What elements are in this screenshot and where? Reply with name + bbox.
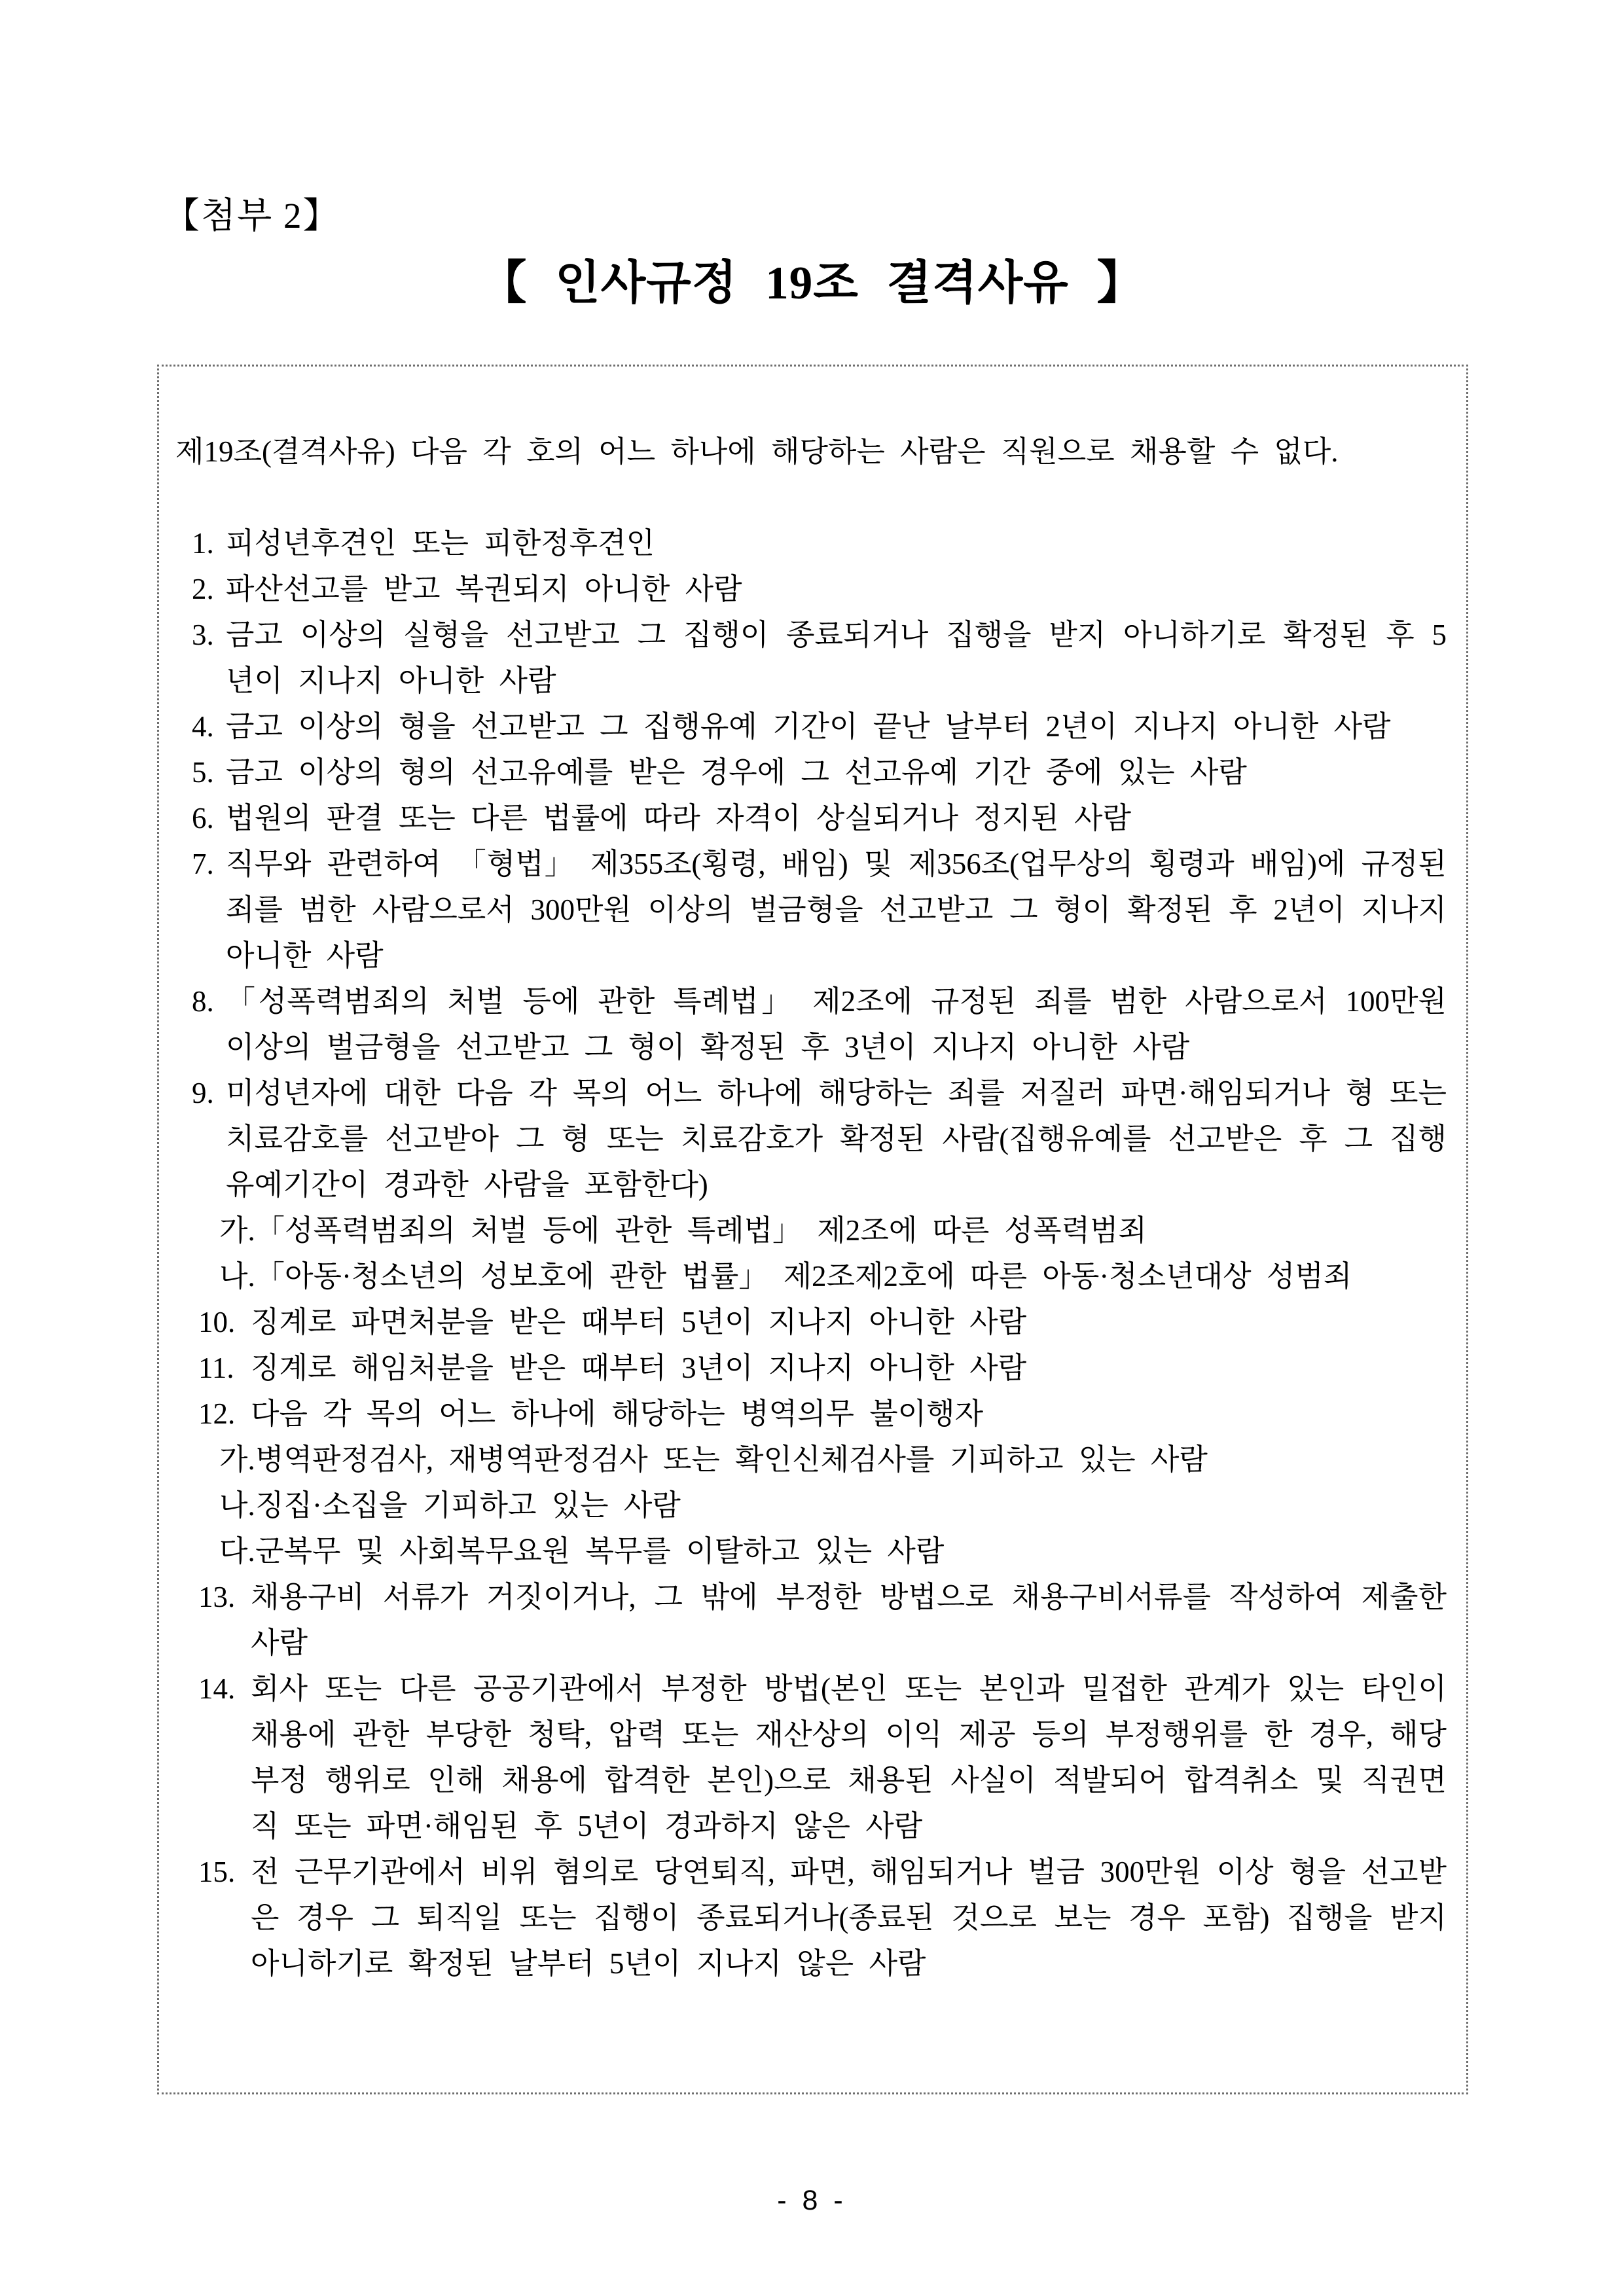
clause-intro: 제19조(결격사유) 다음 각 호의 어느 하나에 해당하는 사람은 직원으로 채용할 수 없다. [175, 435, 1339, 468]
item-marker: 3. [192, 619, 214, 651]
item-text: 법원의 판결 또는 다른 법률에 따라 자격이 상실되거나 정지된 사람 [226, 802, 1131, 834]
list-item [219, 1208, 1447, 1253]
item-text: 직무와 관련하여 「형법」 제355조(횡령, 배임) 및 제356조(업무상의 횡령과 배임)에 규정된 죄를 범한 사람으로서 300만원 이상의 벌금형을 선고받고 그 형이 확정된 후 2년이 지나지 아니한 사람 [226, 848, 1447, 972]
item-marker: 나. [219, 1489, 255, 1522]
item-text: 미성년자에 대한 다음 각 목의 어느 하나에 해당하는 죄를 저질러 파면·해임되거나 형 또는 치료감호를 선고받아 그 형 또는 치료감호가 확정된 사람(집행유예를 선고받은 후 그 집행유예기간이 경과한 사람을 포함한다) [226, 1077, 1447, 1201]
item-marker: 6. [192, 802, 214, 834]
list-item [219, 1437, 1447, 1482]
item-marker: 가. [219, 1443, 255, 1476]
list-item [192, 566, 1447, 612]
list-item [192, 612, 1447, 704]
item-text: 「아동·청소년의 성보호에 관한 법률」 제2조제2호에 따른 아동·청소년대상 성범죄 [255, 1260, 1352, 1293]
item-text: 징계로 해임처분을 받은 때부터 3년이 지나지 아니한 사람 [251, 1352, 1027, 1384]
item-text: 금고 이상의 실형을 선고받고 그 집행이 종료되거나 집행을 받지 아니하기로 확정된 후 5년이 지나지 아니한 사람 [226, 619, 1447, 697]
list-item [192, 978, 1447, 1070]
item-text: 채용구비 서류가 거짓이거나, 그 밖에 부정한 방법으로 채용구비서류를 작성하여 제출한 사람 [251, 1581, 1447, 1659]
item-text: 전 근무기관에서 비위 혐의로 당연퇴직, 파면, 해임되거나 벌금 300만원 이상 형을 선고받은 경우 그 퇴직일 또는 집행이 종료되거나(종료된 것으로 보는 경우 포함) 집행을 받지 아니하기로 확정된 날부터 5년이 지나지 않은 사람 [251, 1856, 1447, 1980]
item-text: 피성년후견인 또는 피한정후견인 [226, 527, 655, 560]
list-item [192, 520, 1447, 566]
item-marker: 2. [192, 573, 214, 605]
item-marker: 1. [192, 527, 214, 560]
item-text: 징계로 파면처분을 받은 때부터 5년이 지나지 아니한 사람 [251, 1306, 1027, 1338]
list-item [198, 1666, 1447, 1849]
list-item [192, 749, 1447, 795]
item-text: 「성폭력범죄의 처벌 등에 관한 특례법」 제2조에 규정된 죄를 범한 사람으로서 100만원 이상의 벌금형을 선고받고 그 형이 확정된 후 3년이 지나지 아니한 사람 [226, 985, 1447, 1064]
item-text: 징집·소집을 기피하고 있는 사람 [255, 1489, 681, 1522]
item-text: 다음 각 목의 어느 하나에 해당하는 병역의무 불이행자 [251, 1397, 984, 1430]
item-text: 금고 이상의 형의 선고유예를 받은 경우에 그 선고유예 기간 중에 있는 사람 [226, 756, 1247, 789]
item-marker: 5. [192, 756, 214, 789]
list-item [219, 1482, 1447, 1528]
item-text: 회사 또는 다른 공공기관에서 부정한 방법(본인 또는 본인과 밀접한 관계가 있는 타인이 채용에 관한 부당한 청탁, 압력 또는 재산상의 이익 제공 등의 부정행위를 한 경우, 해당 부정 행위로 인해 채용에 합격한 본인)으로 채용된 사실이 적발되어 합격취소 및 직권면직 또는 파면·해임된 후 5년이 경과하지 않은 사람 [251, 1672, 1447, 1842]
item-text: 「성폭력범죄의 처벌 등에 관한 특례법」 제2조에 따른 성폭력범죄 [255, 1214, 1147, 1247]
item-text: 금고 이상의 형을 선고받고 그 집행유예 기간이 끝난 날부터 2년이 지나지 아니한 사람 [226, 710, 1391, 743]
item-text: 파산선고를 받고 복권되지 아니한 사람 [226, 573, 742, 605]
item-marker: 9. [192, 1077, 214, 1109]
item-marker: 가. [219, 1214, 255, 1247]
list-item [198, 1391, 1447, 1437]
item-marker: 8. [192, 985, 214, 1018]
page-number: - 8 - [777, 2185, 847, 2216]
item-marker: 13. [198, 1581, 236, 1613]
list-item [198, 1299, 1447, 1345]
list-item [219, 1253, 1447, 1299]
item-marker: 11. [198, 1352, 234, 1384]
item-marker: 나. [219, 1260, 255, 1293]
item-marker: 15. [198, 1856, 236, 1888]
list-item [192, 704, 1447, 749]
item-marker: 7. [192, 848, 214, 880]
item-text: 군복무 및 사회복무요원 복무를 이탈하고 있는 사람 [255, 1535, 945, 1568]
item-text: 병역판정검사, 재병역판정검사 또는 확인신체검사를 기피하고 있는 사람 [255, 1443, 1208, 1476]
list-item [192, 841, 1447, 978]
list-item [192, 1070, 1447, 1208]
list-item [192, 795, 1447, 841]
item-marker: 12. [198, 1397, 236, 1430]
attachment-label: 【첨부 2】 [164, 196, 340, 236]
list-item [219, 1528, 1447, 1574]
clause-box [157, 365, 1468, 2094]
list-item [198, 1849, 1447, 1986]
item-marker: 10. [198, 1306, 236, 1338]
item-marker: 14. [198, 1672, 236, 1705]
list-item [198, 1345, 1447, 1391]
clause-list [175, 520, 1447, 1986]
item-marker: 다. [219, 1535, 255, 1568]
item-marker: 4. [192, 710, 214, 743]
list-item [198, 1574, 1447, 1666]
page-title: 【 인사규정 19조 결격사유 】 [480, 258, 1144, 309]
